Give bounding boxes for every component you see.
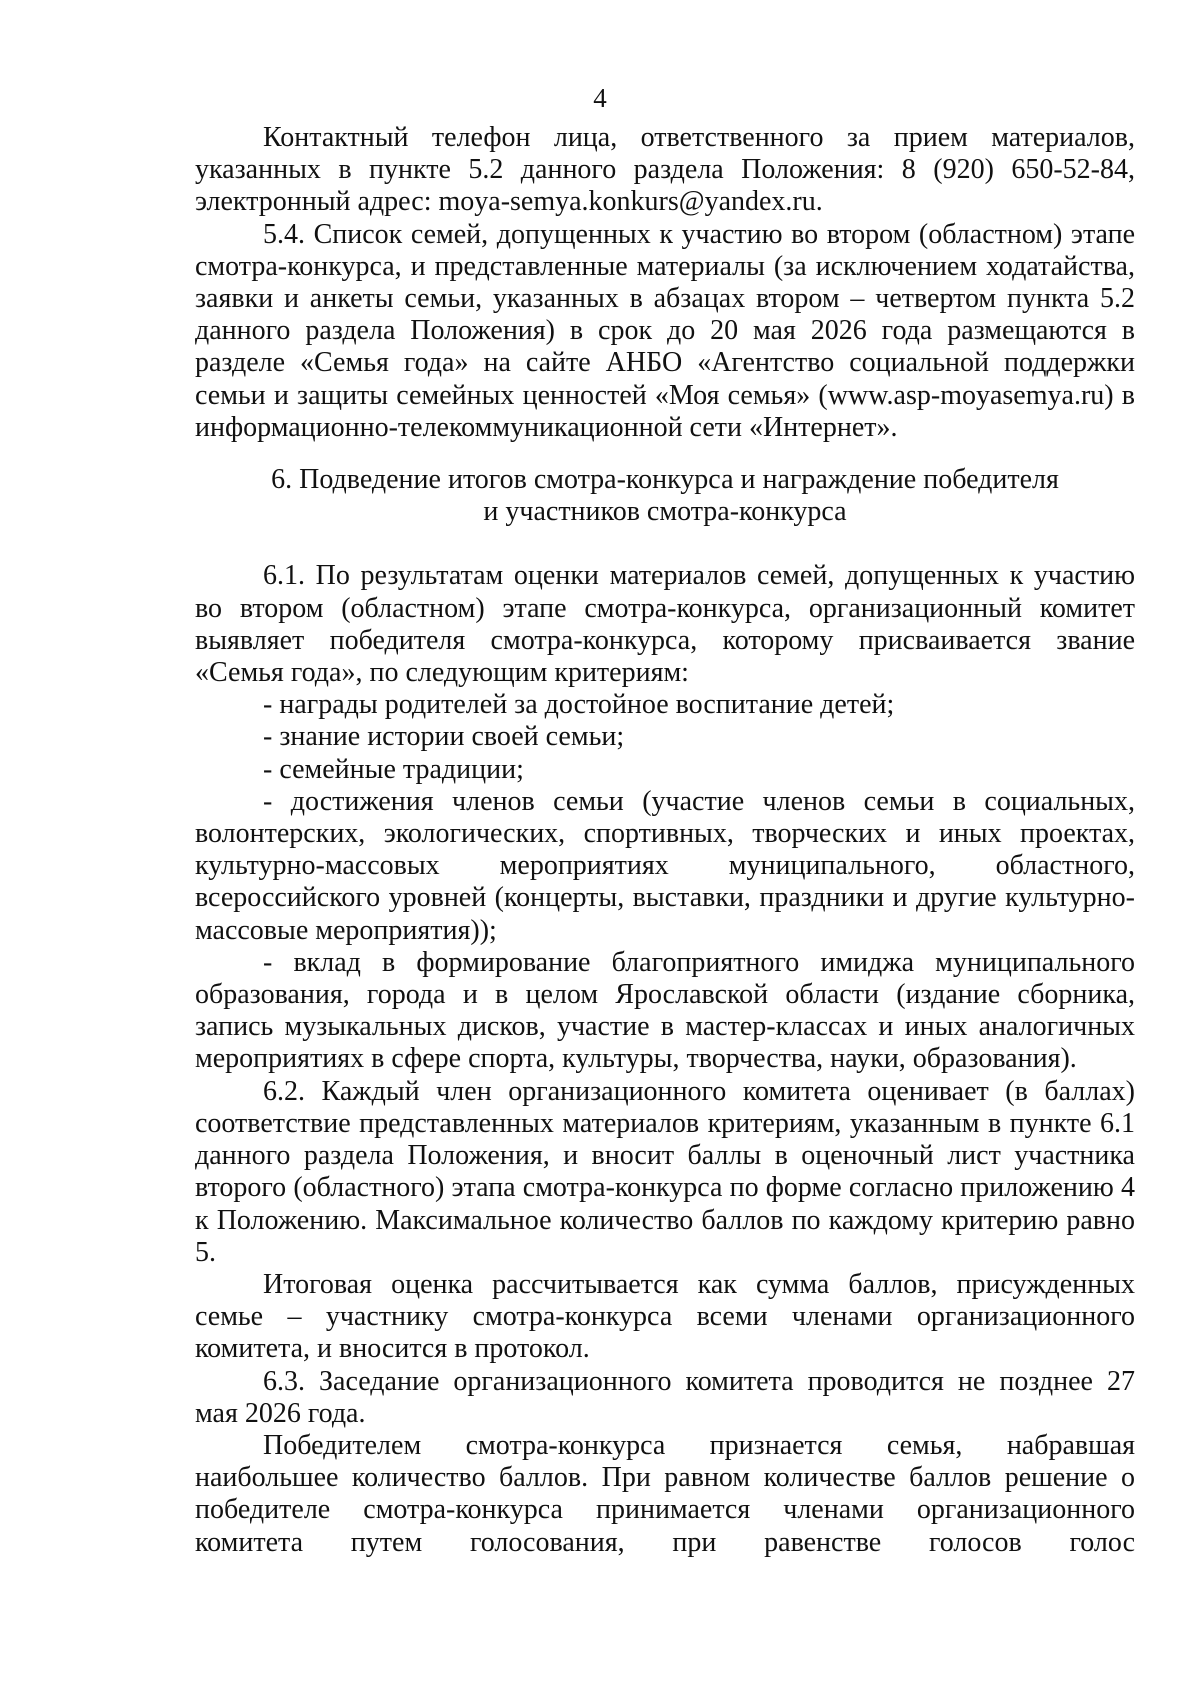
section-6-heading [195,464,1135,528]
page-number: 4 [593,83,607,113]
paragraph-6-2-total: Итоговая оценка рассчитывается как сумма баллов, присужденных семье – участнику смотра-конкурса всеми членами организационного комитета, и вносится в протокол. [195,1268,1135,1365]
criterion-item: - награды родителей за достойное воспитание детей; [263,689,895,721]
criterion-item: - достижения членов семьи (участие членов семьи в социальных, волонтерских, экологических, спортивных, творческих и иных проектах, культурно-массовых мероприятиях муниципального, областного, всероссийского уровней (концерты, выставки, праздники и другие культурно-массовые мероприятия)); [195,785,1135,946]
paragraph-6-2: 6.2. Каждый член организационного комитета оценивает (в баллах) соответствие представленных материалов критериям, указанным в пункте 6.1 данного раздела Положения, и вносит баллы в оценочный лист участника второго (областного) этапа смотра-конкурса по форме согласно приложению 4 к Положению. Максимальное количество баллов по каждому критерию равно 5. [195,1075,1135,1268]
section-6-heading-line1: 6. Подведение итогов смотра-конкурса и награждение победителя [271,464,1059,496]
document-body [195,122,1135,1559]
criterion-item: - семейные традиции; [263,753,524,785]
paragraph-6-3: 6.3. Заседание организационного комитета проводится не позднее 27 мая 2026 года. [195,1365,1135,1429]
paragraph-6-1-intro: 6.1. По результатам оценки материалов семей, допущенных к участию во втором (областном) этапе смотра-конкурса, организационный комитет выявляет победителя смотра-конкурса, которому присваивается звание «Семья года», по следующим критериям: [195,560,1135,689]
paragraph-6-3-winner: Победителем смотра-конкурса признается семья, набравшая наибольшее количество баллов. При равном количестве баллов решение о победителе смотра-конкурса принимается членами организационного комитета путем голосования, при равенстве голосов голос [195,1429,1135,1558]
paragraph-5-4: 5.4. Список семей, допущенных к участию во втором (областном) этапе смотра-конкурса, и представленные материалы (за исключением ходатайства, заявки и анкеты семьи, указанных в абзацах втором – четвертом пункта 5.2 данного раздела Положения) в срок до 20 мая 2026 года размещаются в разделе «Семья года» на сайте АНБО «Агентство социальной поддержки семьи и защиты семейных ценностей «Моя семья» (www.asp-moyasemya.ru) в информационно-телекоммуникационной сети «Интернет». [195,218,1135,443]
contact-paragraph: Контактный телефон лица, ответственного за прием материалов, указанных в пункте 5.2 данного раздела Положения: 8 (920) 650-52-84, электронный адрес: moya-semya.konkurs@yandex.ru. [195,122,1135,218]
section-6-heading-line2: и участников смотра-конкурса [483,496,847,528]
criterion-item: - вклад в формирование благоприятного имиджа муниципального образования, города и в целом Ярославской области (издание сборника, запись музыкальных дисков, участие в мастер-классах и иных аналогичных мероприятиях в сфере спорта, культуры, творчества, науки, образования). [195,946,1135,1075]
criterion-item: - знание истории своей семьи; [263,721,625,753]
